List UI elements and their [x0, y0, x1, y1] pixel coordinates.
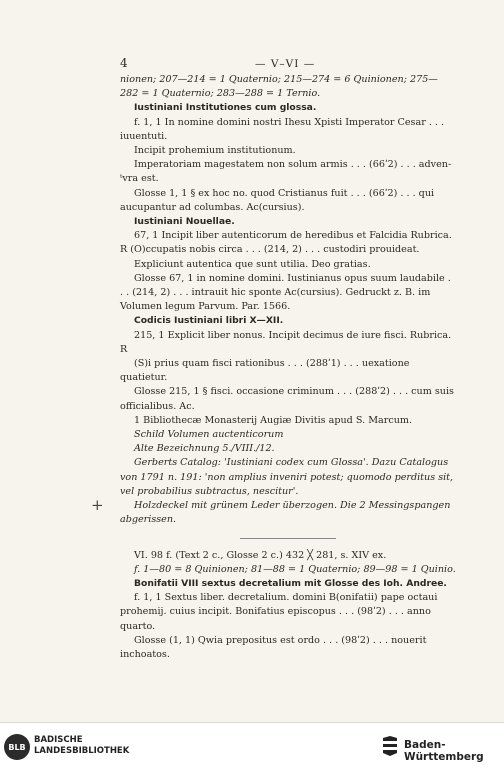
- baden-wuerttemberg-lions-icon: [381, 735, 399, 757]
- text-line: Schild Volumen auctenticorum: [134, 429, 284, 441]
- text-line: Glosse 1, 1 § ex hoc no. quod Cristianus fuit . . . (66ʹ2) . . . qui aucupantur ad columbas. Ac(cursius).: [120, 187, 435, 213]
- blb-logo[interactable]: BLB: [4, 734, 30, 760]
- text-line: (S)i prius quam fisci rationibus . . . (288ʹ1) . . . uexatione quatietur.: [120, 358, 410, 384]
- text-line: nionen; 207—214 = 1 Quaternio; 215—274 = 6 Quinionen; 275—282 = 1 Quaternio; 283—288 = 1 Ternio.: [120, 74, 438, 100]
- text-line: Holzdeckel mit grünem Leder überzogen. Die 2 Messingspangen abgerissen.: [120, 500, 451, 526]
- text-line: Gerberts Catalog: 'Iustiniani codex cum Glossa'. Dazu Catalogus von 1791 n. 191: 'non amplius inveniri potest; quomodo perditus sit, vel probabilius subtractus, nescitur'.: [120, 457, 454, 497]
- text-line: Glosse 67, 1 in nomine domini. Iustinianus opus suum laudabile . . . (214, 2) . . . intrauit hic sponte Ac(cursius). Gedruckt z. B. im Volumen legum Parvum. Par. 1566.: [120, 272, 451, 313]
- section-heading: Bonifatii VIII sextus decretalium mit Glosse des Ioh. Andree.: [134, 577, 447, 589]
- bw-wordmark[interactable]: Baden-Württemberg: [404, 739, 484, 763]
- blb-wordmark[interactable]: [34, 735, 129, 757]
- text-line: 215, 1 Explicit liber nonus. Incipit decimus de iure fisci. Rubrica. R: [120, 329, 452, 355]
- margin-mark: +: [91, 496, 104, 514]
- footer-bar: [0, 722, 504, 770]
- text-line: Expliciunt autentica que sunt utilia. Deo gratias.: [134, 258, 371, 270]
- text-line: f. 1—80 = 8 Quinionen; 81—88 = 1 Quaternio; 89—98 = 1 Quinio.: [134, 563, 456, 575]
- page-body: [120, 73, 456, 662]
- text-line: Glosse (1, 1) Qwia prepositus est ordo . . . (98ʹ2) . . . nouerit inchoatos.: [120, 634, 427, 660]
- text-line: 67, 1 Incipit liber autenticorum de heredibus et Falcidia Rubrica. R (O)ccupatis nobis circa . . . (214, 2) . . . custodiri prouideat.: [120, 230, 452, 256]
- text-line: f. 1, 1 Sextus liber. decretalium. domini B(onifatii) pape octaui prohemij. cuius incipit. Bonifatius episcopus . . . (98ʹ2) . . . anno quarto.: [120, 592, 438, 632]
- blb-line1: BADISCHE: [34, 735, 83, 745]
- text-line: Alte Bezeichnung 5./VIII./12.: [134, 443, 275, 455]
- text-line: VI. 98 f. (Text 2 c., Glosse 2 c.) 432 ╳ 281, s. XIV ex.: [134, 549, 387, 561]
- running-head: — V–VI —: [255, 58, 316, 70]
- section-heading: Iustiniani Nouellae.: [134, 216, 235, 228]
- section-heading: Iustiniani Institutiones cum glossa.: [134, 102, 317, 114]
- blb-line2: LANDESBIBLIOTHEK: [34, 746, 130, 756]
- text-line: Glosse 215, 1 § fisci. occasione criminum . . . (288ʹ2) . . . cum suis officialibus. Ac.: [120, 386, 454, 412]
- text-line: Incipit prohemium institutionum.: [134, 145, 296, 157]
- text-line: Imperatoriam magestatem non solum armis . . . (66ʹ2) . . . adven-ᵗvra est.: [120, 159, 452, 185]
- text-line: f. 1, 1 In nomine domini nostri Ihesu Xpisti Imperator Cesar . . . iuuentuti.: [120, 116, 445, 142]
- text-line: 1 Bibliothecæ Monasterij Augiæ Divitis apud S. Marcum.: [134, 414, 413, 426]
- section-divider: [240, 538, 336, 539]
- page-number: 4: [120, 56, 128, 70]
- section-heading: Codicis Iustiniani libri X—XII.: [134, 315, 284, 327]
